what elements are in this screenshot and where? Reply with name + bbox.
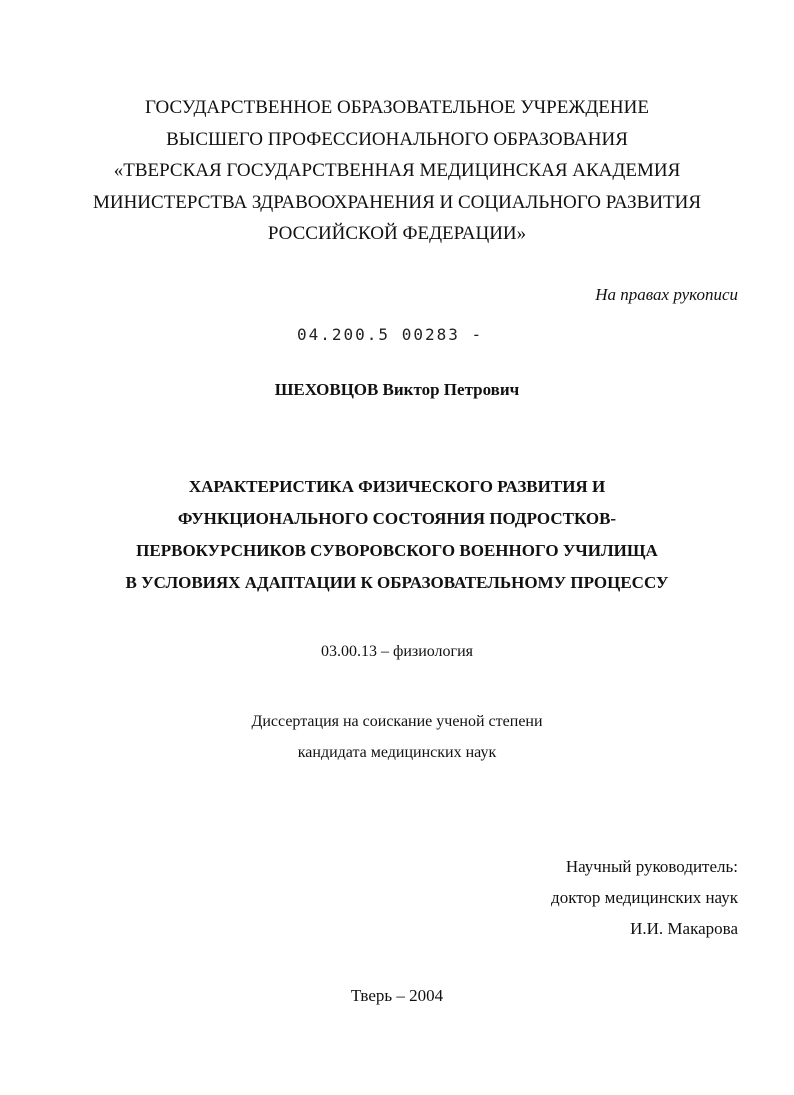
stamp-code: 04.200.5 00283 - xyxy=(297,325,484,344)
manuscript-note: На правах рукописи xyxy=(595,285,738,304)
supervisor-line: И.И. Макарова xyxy=(630,919,738,938)
institution-line: РОССИЙСКОЙ ФЕДЕРАЦИИ» xyxy=(267,223,527,244)
degree-line: Диссертация на соискание ученой степени xyxy=(251,713,543,730)
supervisor-block xyxy=(551,851,738,944)
degree-line: кандидата медицинских наук xyxy=(297,744,497,761)
author-name: ШЕХОВЦОВ Виктор Петрович xyxy=(274,380,520,399)
title-line: ПЕРВОКУРСНИКОВ СУВОРОВСКОГО ВОЕННОГО УЧИЛИЩА xyxy=(136,541,658,560)
institution-line: «ТВЕРСКАЯ ГОСУДАРСТВЕННАЯ МЕДИЦИНСКАЯ АКАДЕМИЯ xyxy=(113,160,681,181)
supervisor-line: Научный руководитель: xyxy=(565,857,738,876)
degree-statement xyxy=(0,706,794,768)
specialty-code: 03.00.13 – физиология xyxy=(320,643,474,660)
title-line: ФУНКЦИОНАЛЬНОГО СОСТОЯНИЯ ПОДРОСТКОВ- xyxy=(177,509,617,528)
title-line: ХАРАКТЕРИСТИКА ФИЗИЧЕСКОГО РАЗВИТИЯ И xyxy=(188,477,606,496)
institution-line: МИНИСТЕРСТВА ЗДРАВООХРАНЕНИЯ И СОЦИАЛЬНОГО РАЗВИТИЯ xyxy=(92,191,702,213)
title-line: В УСЛОВИЯХ АДАПТАЦИИ К ОБРАЗОВАТЕЛЬНОМУ ПРОЦЕССУ xyxy=(125,573,669,592)
dissertation-title xyxy=(0,471,794,599)
institution-block xyxy=(0,92,794,250)
supervisor-line: доктор медицинских наук xyxy=(551,888,738,907)
institution-line: ВЫСШЕГО ПРОФЕССИОНАЛЬНОГО ОБРАЗОВАНИЯ xyxy=(166,128,628,150)
institution-line: ГОСУДАРСТВЕННОЕ ОБРАЗОВАТЕЛЬНОЕ УЧРЕЖДЕНИЕ xyxy=(145,97,649,118)
city-year: Тверь – 2004 xyxy=(350,986,444,1005)
